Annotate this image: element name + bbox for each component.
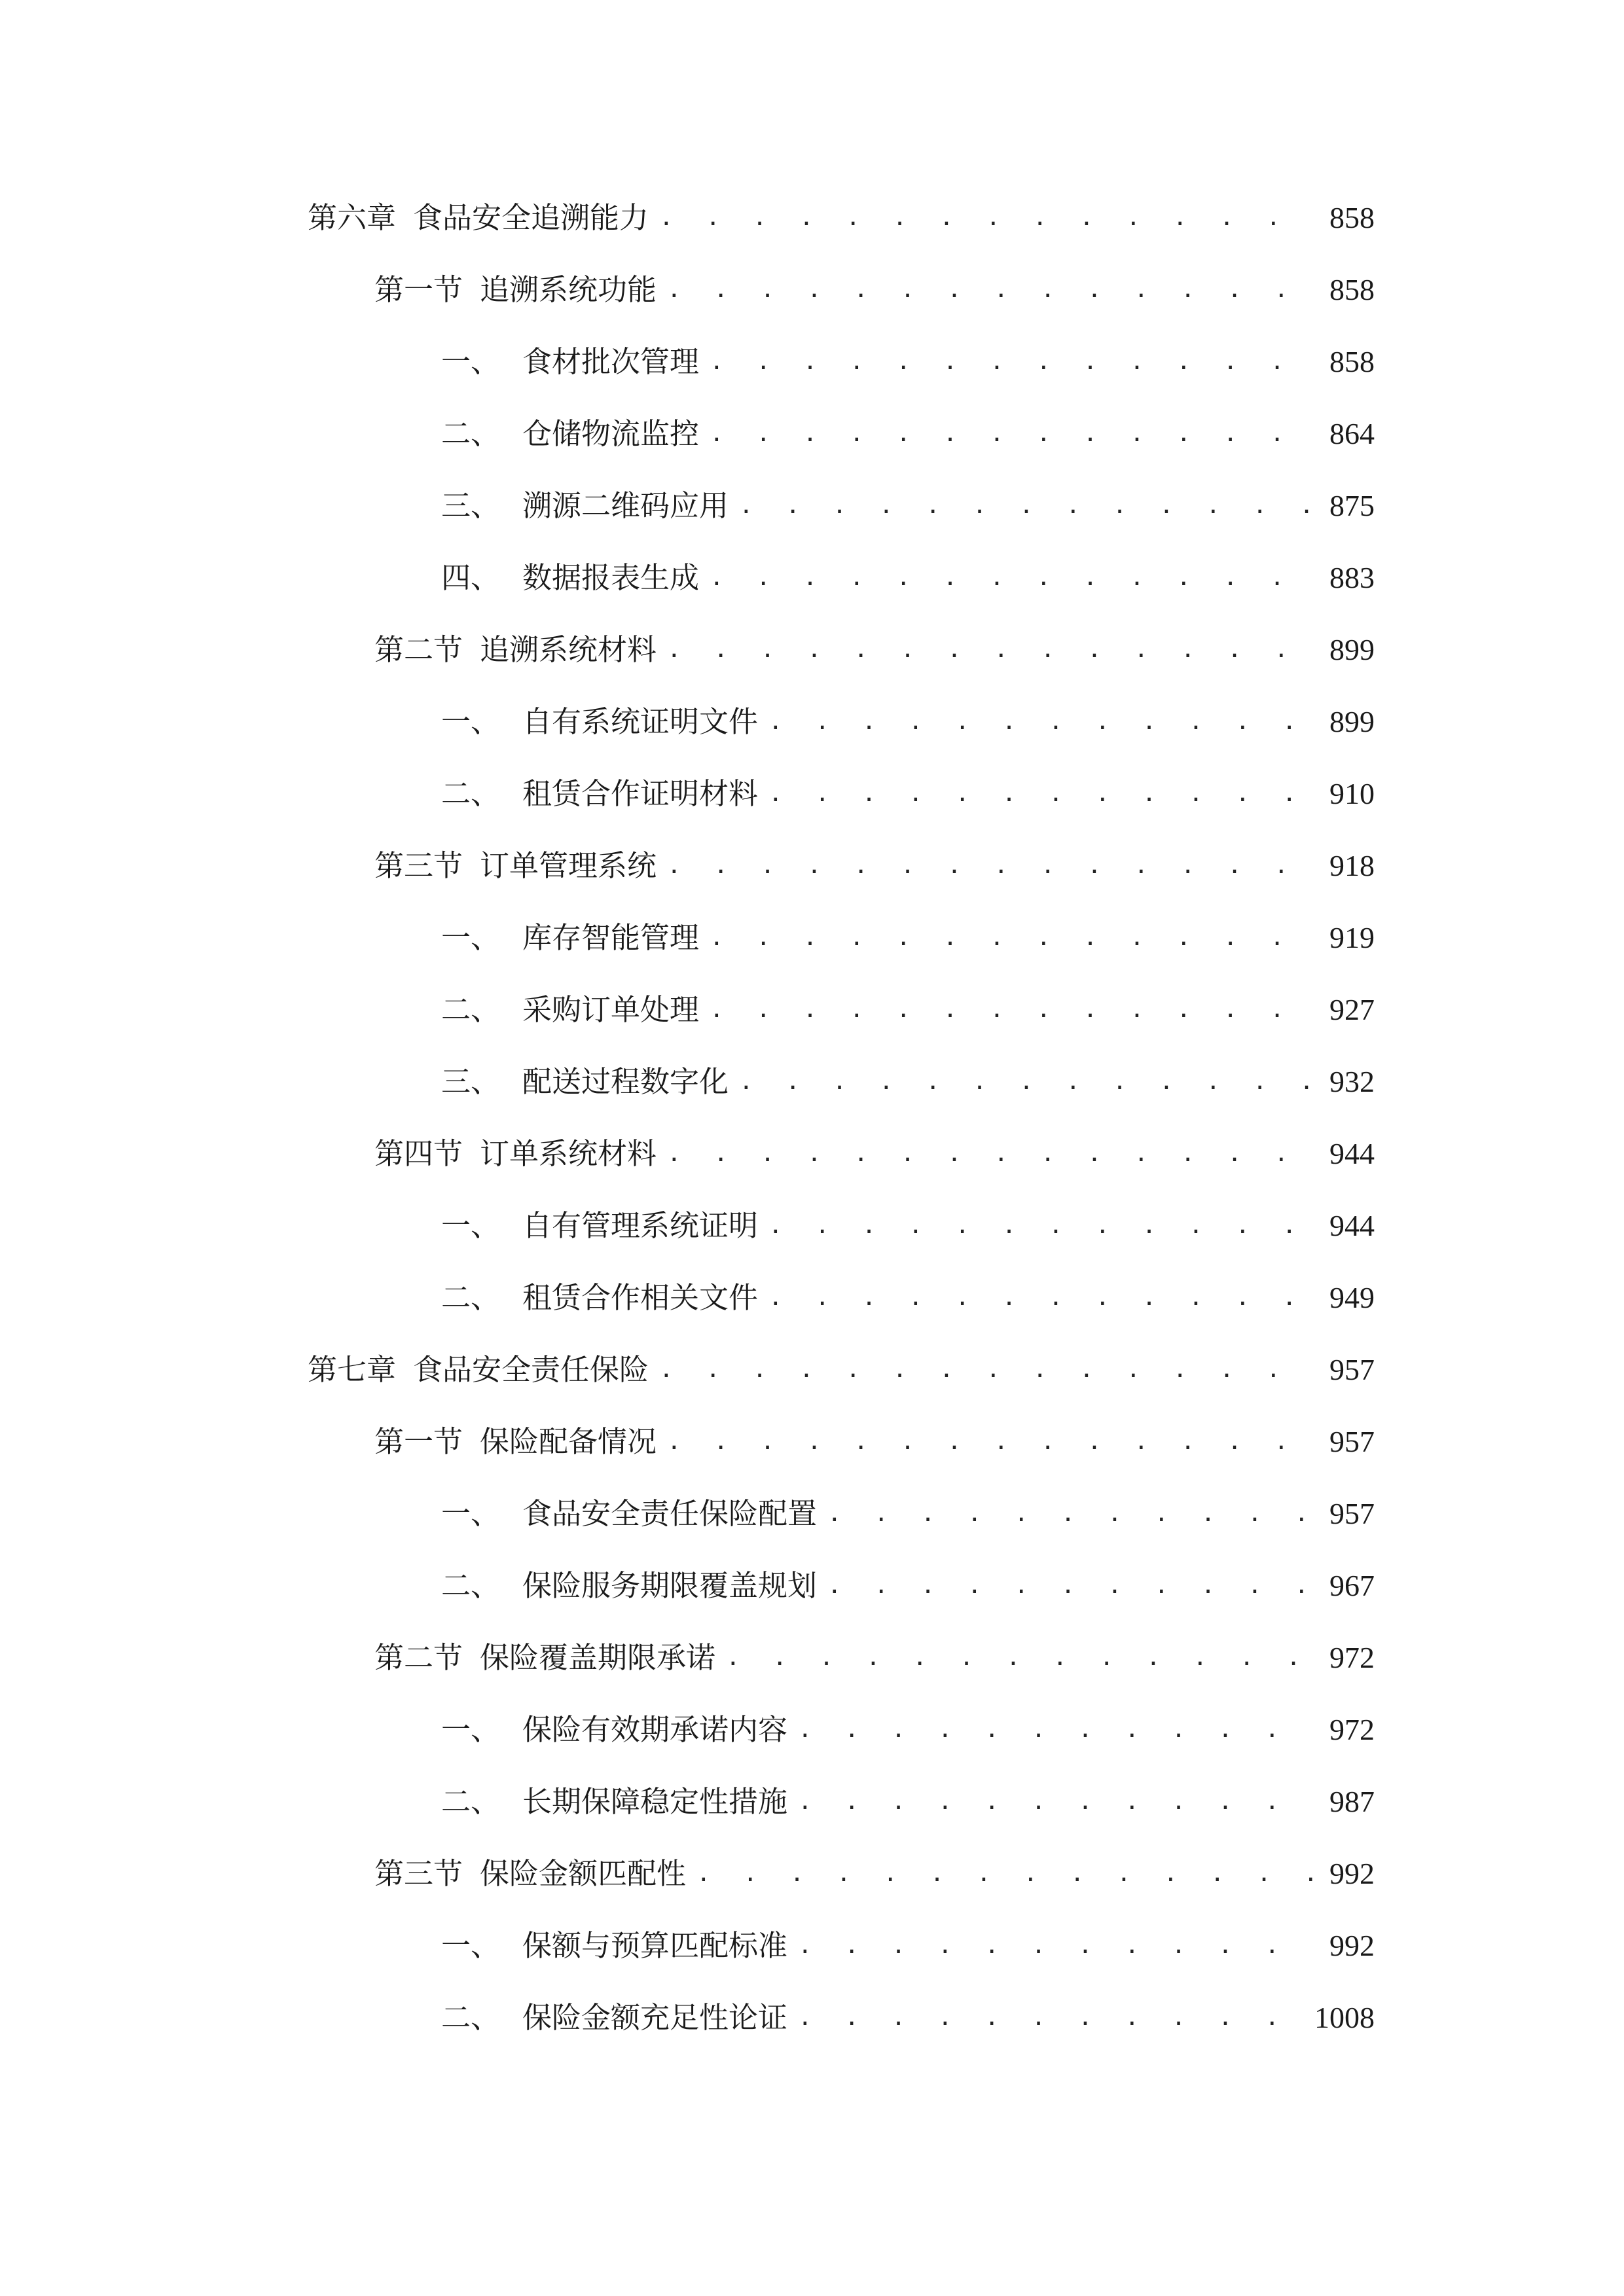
toc-entry-number: 二、 <box>441 992 501 1027</box>
toc-entry-page-number: 932 <box>1329 1065 1375 1098</box>
toc-subsection-entry[interactable] <box>308 1550 1375 1622</box>
toc-subsection-entry[interactable] <box>308 1694 1375 1766</box>
dot-leader <box>798 1766 1317 1838</box>
toc-entry-number: 第七章 <box>308 1352 397 1387</box>
dot-leader <box>798 1910 1317 1982</box>
toc-entry-page-number: 918 <box>1329 849 1375 882</box>
toc-section-entry[interactable] <box>308 1838 1375 1910</box>
toc-entry-title: 食材批次管理 <box>522 344 700 379</box>
dot-leader <box>710 542 1317 614</box>
toc-entry-page-number: 899 <box>1329 633 1375 666</box>
toc-entry-number: 第六章 <box>308 200 397 235</box>
toc-subsection-entry[interactable] <box>308 326 1375 398</box>
toc-entry-number: 一、 <box>441 920 501 955</box>
dot-leader <box>710 974 1317 1046</box>
toc-entry-title: 自有系统证明文件 <box>522 704 759 739</box>
toc-entry-page-number: 957 <box>1329 1497 1375 1530</box>
toc-entry-title: 保险金额充足性论证 <box>522 2000 788 2035</box>
toc-entry-page-number: 992 <box>1329 1929 1375 1962</box>
toc-subsection-entry[interactable] <box>308 1910 1375 1982</box>
toc-entry-title: 保险配备情况 <box>480 1424 657 1459</box>
dot-leader <box>659 1334 1317 1406</box>
toc-entry-number: 二、 <box>441 776 501 811</box>
toc-entry-number: 二、 <box>441 416 501 451</box>
toc-subsection-entry[interactable] <box>308 974 1375 1046</box>
toc-subsection-entry[interactable] <box>308 902 1375 974</box>
toc-entry-title: 保险金额匹配性 <box>480 1856 687 1891</box>
toc-entry-page-number: 910 <box>1329 777 1375 810</box>
toc-entry-number: 二、 <box>441 1784 501 1819</box>
dot-leader <box>739 470 1317 542</box>
dot-leader <box>667 1406 1317 1478</box>
toc-subsection-entry[interactable] <box>308 1982 1375 2054</box>
dot-leader <box>768 758 1317 830</box>
toc-entry-title: 食品安全责任保险 <box>413 1352 649 1387</box>
toc-entry-number: 一、 <box>441 1928 501 1963</box>
dot-leader <box>667 830 1317 902</box>
toc-entry-number: 第二节 <box>374 632 463 667</box>
toc-entry-title: 租赁合作证明材料 <box>522 776 759 811</box>
toc-entry-page-number: 1008 <box>1314 2001 1375 2034</box>
toc-entry-page-number: 957 <box>1329 1425 1375 1458</box>
toc-chapter-entry[interactable] <box>308 182 1375 254</box>
toc-entry-number: 二、 <box>441 2000 501 2035</box>
toc-entry-title: 保险服务期限覆盖规划 <box>522 1568 818 1603</box>
toc-subsection-entry[interactable] <box>308 1262 1375 1334</box>
toc-entry-number: 二、 <box>441 1280 501 1315</box>
toc-entry-page-number: 883 <box>1329 561 1375 594</box>
toc-entry-title: 自有管理系统证明 <box>522 1208 759 1243</box>
toc-subsection-entry[interactable] <box>308 1766 1375 1838</box>
toc-entry-title: 采购订单处理 <box>522 992 700 1027</box>
toc-entry-number: 第四节 <box>374 1136 463 1171</box>
toc-entry-number: 一、 <box>441 704 501 739</box>
toc-entry-page-number: 972 <box>1329 1713 1375 1746</box>
toc-entry-page-number: 992 <box>1329 1857 1375 1890</box>
toc-entry-title: 溯源二维码应用 <box>522 488 729 523</box>
dot-leader <box>798 1694 1317 1766</box>
toc-entry-title: 租赁合作相关文件 <box>522 1280 759 1315</box>
dot-leader <box>696 1838 1317 1910</box>
toc-section-entry[interactable] <box>308 1622 1375 1694</box>
toc-entry-title: 追溯系统材料 <box>480 632 657 667</box>
toc-entry-page-number: 858 <box>1329 345 1375 378</box>
toc-entry-number: 一、 <box>441 1712 501 1747</box>
toc-entry-number: 三、 <box>441 488 501 523</box>
dot-leader <box>667 254 1317 326</box>
table-of-contents <box>308 182 1375 2054</box>
toc-entry-title: 订单系统材料 <box>480 1136 657 1171</box>
toc-entry-number: 二、 <box>441 1568 501 1603</box>
dot-leader <box>768 1262 1317 1334</box>
dot-leader <box>739 1046 1317 1118</box>
toc-entry-page-number: 957 <box>1329 1353 1375 1386</box>
toc-entry-number: 第二节 <box>374 1640 463 1675</box>
toc-entry-page-number: 858 <box>1329 273 1375 306</box>
toc-entry-page-number: 944 <box>1329 1209 1375 1242</box>
dot-leader <box>667 614 1317 686</box>
toc-entry-number: 一、 <box>441 1496 501 1531</box>
toc-chapter-entry[interactable] <box>308 1334 1375 1406</box>
toc-subsection-entry[interactable] <box>308 758 1375 830</box>
toc-entry-title: 保额与预算匹配标准 <box>522 1928 788 1963</box>
toc-entry-title: 追溯系统功能 <box>480 272 657 307</box>
dot-leader <box>710 326 1317 398</box>
toc-entry-title: 食品安全追溯能力 <box>413 200 649 235</box>
toc-entry-page-number: 972 <box>1329 1641 1375 1674</box>
toc-entry-title: 库存智能管理 <box>522 920 700 955</box>
toc-entry-number: 三、 <box>441 1064 501 1099</box>
dot-leader <box>768 1190 1317 1262</box>
dot-leader <box>710 398 1317 470</box>
toc-subsection-entry[interactable] <box>308 1046 1375 1118</box>
toc-entry-title: 订单管理系统 <box>480 848 657 883</box>
toc-entry-title: 保险覆盖期限承诺 <box>480 1640 716 1675</box>
toc-section-entry[interactable] <box>308 254 1375 326</box>
toc-section-entry[interactable] <box>308 1118 1375 1190</box>
toc-entry-number: 一、 <box>441 344 501 379</box>
dot-leader <box>710 902 1317 974</box>
toc-section-entry[interactable] <box>308 830 1375 902</box>
dot-leader <box>827 1478 1317 1550</box>
toc-entry-number: 一、 <box>441 1208 501 1243</box>
toc-subsection-entry[interactable] <box>308 542 1375 614</box>
dot-leader <box>768 686 1317 758</box>
toc-entry-number: 第三节 <box>374 848 463 883</box>
toc-entry-page-number: 864 <box>1329 417 1375 450</box>
toc-entry-title: 数据报表生成 <box>522 560 700 595</box>
toc-entry-title: 保险有效期承诺内容 <box>522 1712 788 1747</box>
toc-entry-page-number: 967 <box>1329 1569 1375 1602</box>
toc-entry-number: 第三节 <box>374 1856 463 1891</box>
dot-leader <box>827 1550 1317 1622</box>
toc-subsection-entry[interactable] <box>308 398 1375 470</box>
toc-subsection-entry[interactable] <box>308 686 1375 758</box>
toc-subsection-entry[interactable] <box>308 1190 1375 1262</box>
toc-entry-page-number: 944 <box>1329 1137 1375 1170</box>
toc-subsection-entry[interactable] <box>308 1478 1375 1550</box>
toc-section-entry[interactable] <box>308 1406 1375 1478</box>
toc-entry-page-number: 919 <box>1329 921 1375 954</box>
toc-entry-title: 仓储物流监控 <box>522 416 700 451</box>
toc-entry-number: 第一节 <box>374 1424 463 1459</box>
toc-entry-title: 配送过程数字化 <box>522 1064 729 1099</box>
toc-section-entry[interactable] <box>308 614 1375 686</box>
toc-subsection-entry[interactable] <box>308 470 1375 542</box>
dot-leader <box>798 1982 1309 2054</box>
dot-leader <box>726 1622 1317 1694</box>
toc-entry-page-number: 875 <box>1329 489 1375 522</box>
toc-entry-page-number: 927 <box>1329 993 1375 1026</box>
toc-entry-page-number: 949 <box>1329 1281 1375 1314</box>
toc-entry-page-number: 899 <box>1329 705 1375 738</box>
toc-entry-title: 长期保障稳定性措施 <box>522 1784 788 1819</box>
toc-entry-number: 第一节 <box>374 272 463 307</box>
toc-entry-page-number: 858 <box>1329 201 1375 234</box>
dot-leader <box>659 182 1317 254</box>
dot-leader <box>667 1118 1317 1190</box>
toc-entry-number: 四、 <box>441 560 501 595</box>
toc-entry-title: 食品安全责任保险配置 <box>522 1496 818 1531</box>
toc-entry-page-number: 987 <box>1329 1785 1375 1818</box>
